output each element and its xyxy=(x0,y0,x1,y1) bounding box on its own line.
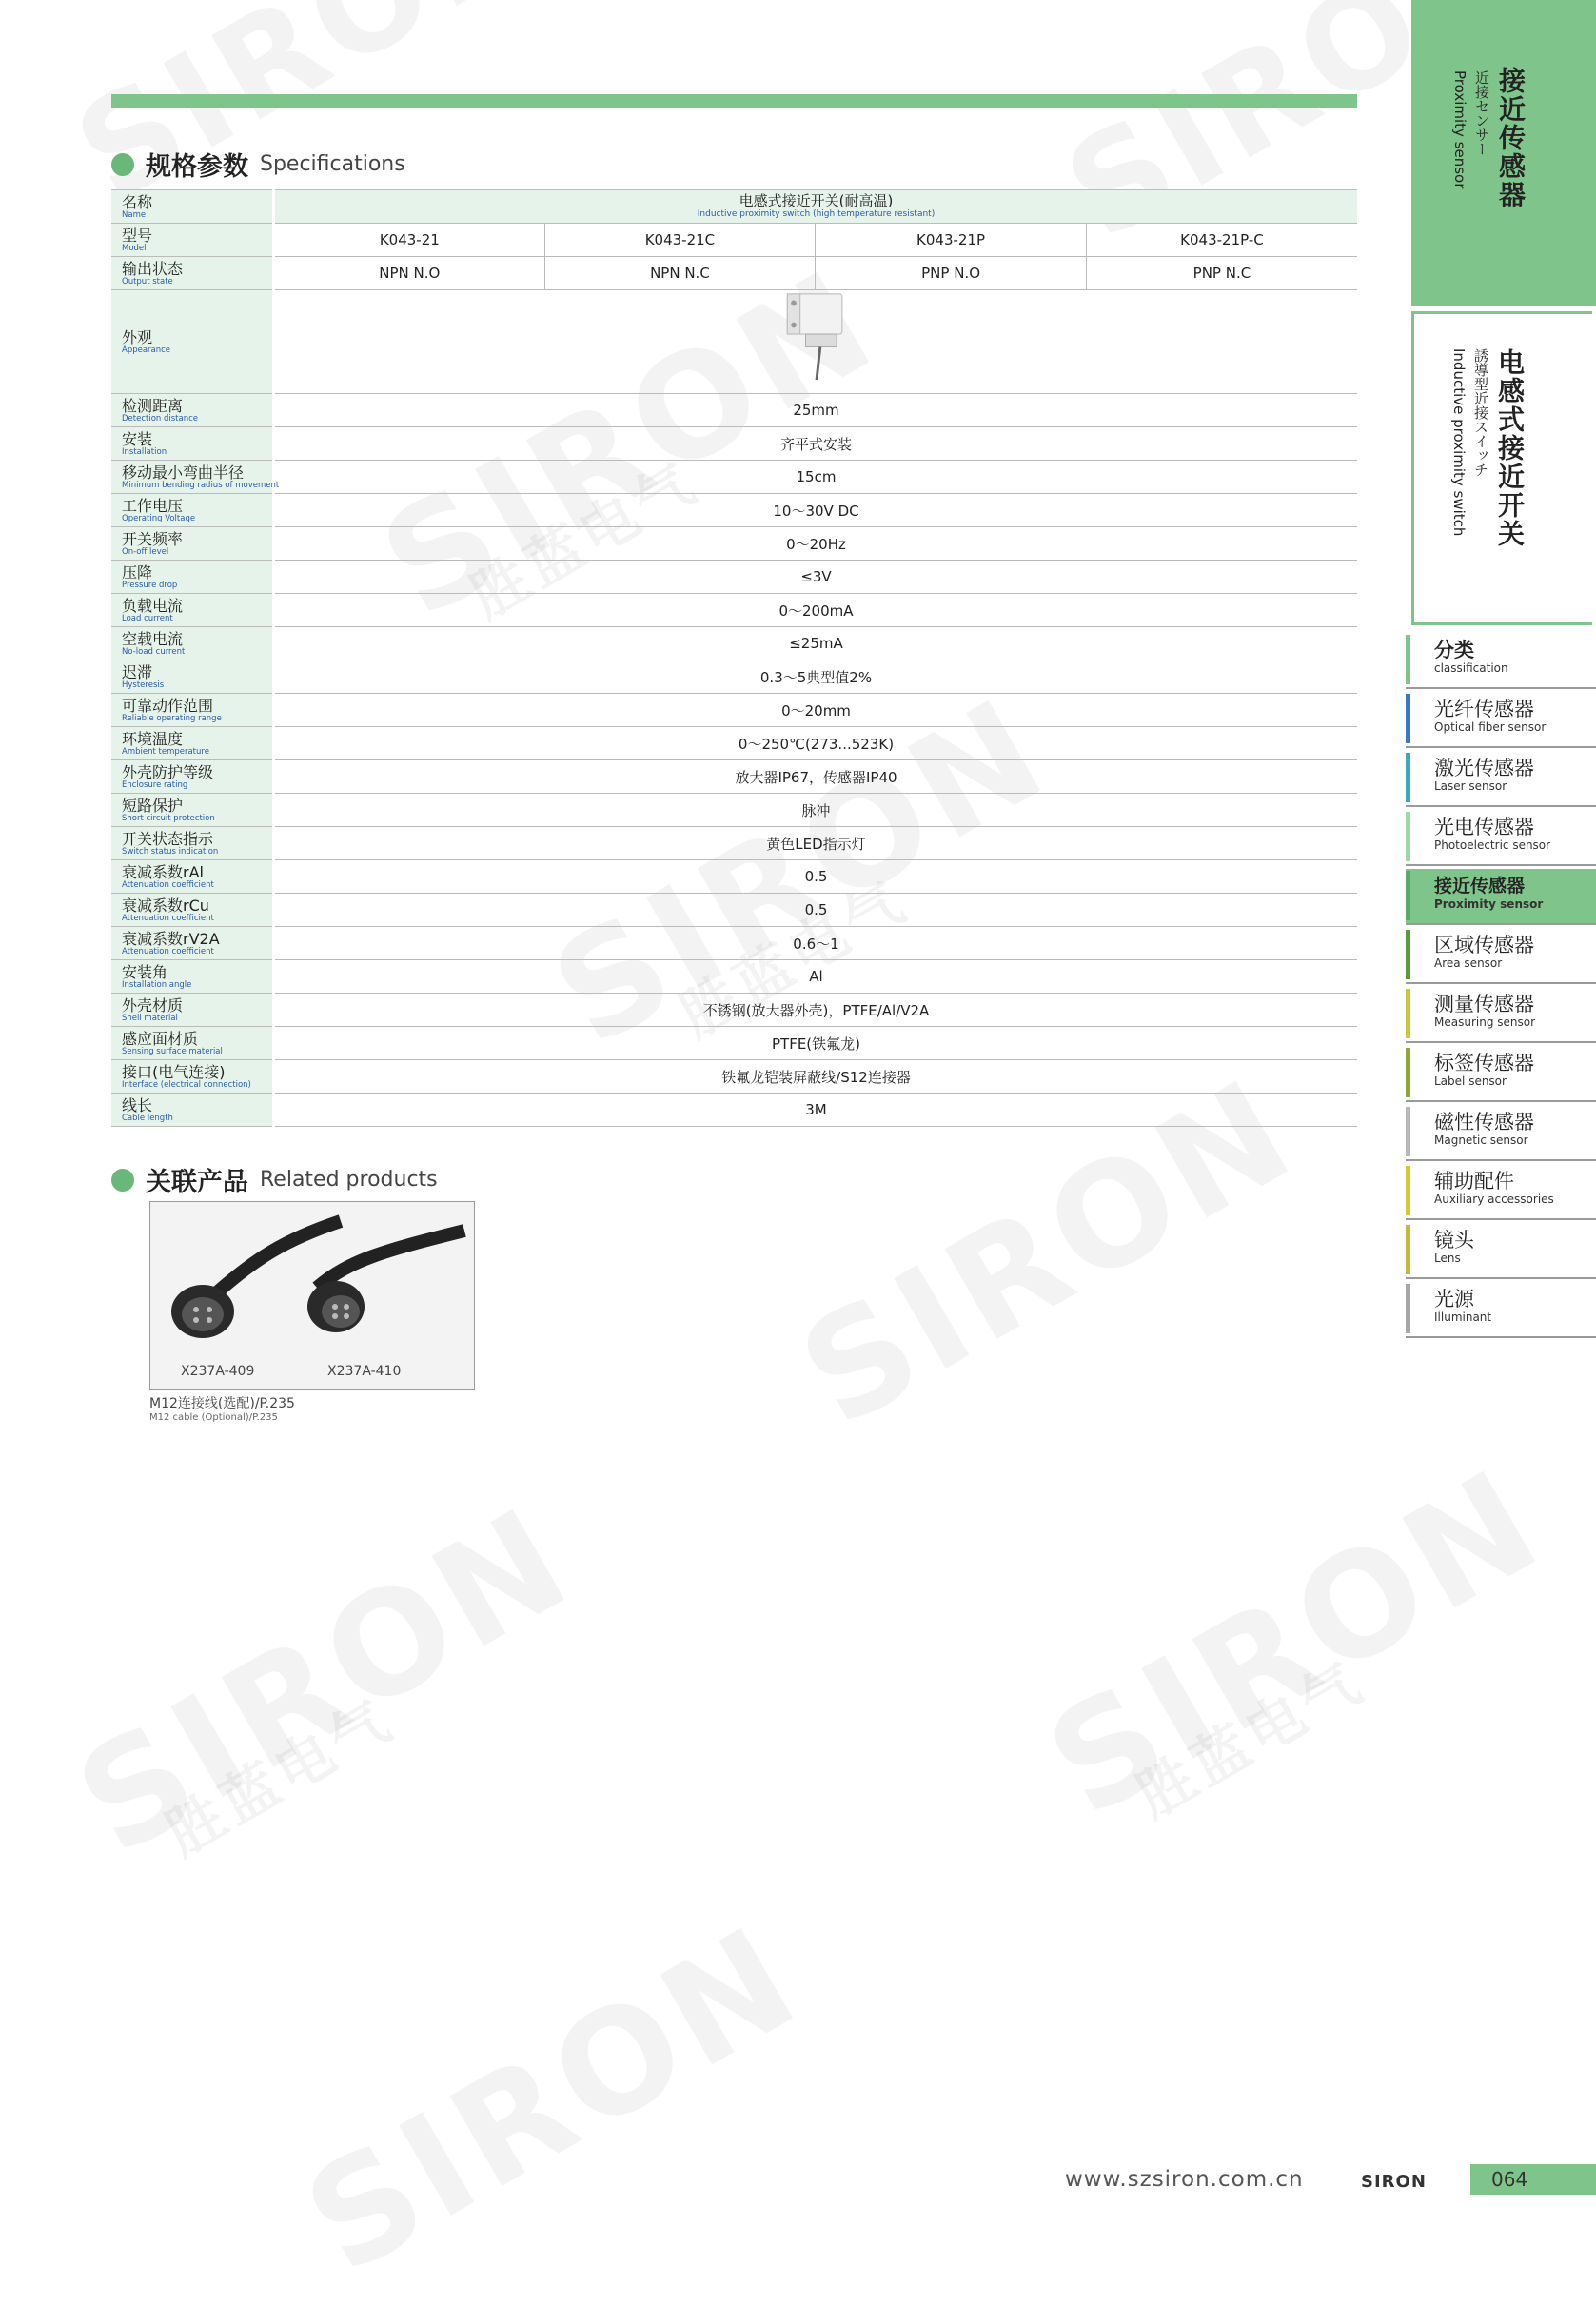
table-row xyxy=(111,224,1357,257)
nav-label-cn: 镜头 xyxy=(1434,1229,1474,1252)
table-row xyxy=(111,927,1357,960)
row-label xyxy=(111,290,274,394)
table-row xyxy=(111,290,1357,394)
nav-label-cn: 测量传感器 xyxy=(1434,993,1534,1015)
label-en: Installation xyxy=(122,446,167,457)
table-row xyxy=(111,827,1357,860)
row-label xyxy=(111,494,274,527)
nav-label-cn: 光源 xyxy=(1434,1288,1474,1311)
label-cn: 外壳防护等级 xyxy=(122,762,214,781)
nav-label-cn: 磁性传感器 xyxy=(1434,1111,1534,1133)
table-row xyxy=(111,394,1357,427)
value-cell: 铁氟龙铠装屏蔽线/S12连接器 xyxy=(274,1060,1358,1094)
row-label xyxy=(111,561,274,594)
row-label xyxy=(111,894,274,927)
table-row xyxy=(111,561,1357,594)
label-cn: 开关状态指示 xyxy=(122,829,214,848)
value-cell: 0.5 xyxy=(274,894,1358,927)
value-cell: ≤25mA xyxy=(274,627,1358,660)
nav-label-cn: 区域传感器 xyxy=(1434,934,1534,956)
nav-item-lens[interactable] xyxy=(1406,1223,1596,1279)
row-label xyxy=(111,994,274,1027)
row-label xyxy=(111,694,274,727)
nav-label-en: Lens xyxy=(1434,1252,1461,1265)
label-en: Minimum bending radius of movement xyxy=(122,480,280,490)
subcategory-title-en: Inductive proximity switch xyxy=(1450,348,1468,537)
label-en: No-load current xyxy=(122,646,186,657)
label-cn: 线长 xyxy=(122,1095,153,1114)
row-label xyxy=(111,960,274,994)
nav-label-cn: 激光传感器 xyxy=(1434,757,1534,779)
table-row xyxy=(111,1027,1357,1060)
nav-item-proximity[interactable] xyxy=(1406,869,1596,925)
nav-label-en: Photoelectric sensor xyxy=(1434,838,1551,852)
label-en: Installation angle xyxy=(122,979,192,990)
row-label xyxy=(111,594,274,627)
section-title-en: Specifications xyxy=(260,152,405,176)
nav-item-illuminant[interactable] xyxy=(1406,1282,1596,1338)
row-label xyxy=(111,627,274,660)
table-row xyxy=(111,660,1357,694)
section-title-cn: 关联产品 xyxy=(146,1168,248,1197)
subcategory-title-jp: 誘導型近接スイッチ xyxy=(1472,348,1489,477)
category-title-jp: 近接センサー xyxy=(1473,70,1490,156)
row-label xyxy=(111,860,274,894)
label-cn: 外壳材质 xyxy=(122,995,184,1015)
watermark xyxy=(280,1895,826,2306)
label-cn: 工作电压 xyxy=(122,496,184,515)
table-row xyxy=(111,960,1357,994)
nav-label-cn: 标签传感器 xyxy=(1434,1052,1534,1074)
table-row xyxy=(111,427,1357,461)
label-en: Sensing surface material xyxy=(122,1046,223,1056)
value-cell: 0.5 xyxy=(274,860,1358,894)
row-label xyxy=(111,660,274,694)
label-en: Output state xyxy=(122,276,173,286)
nav-label-cn: 辅助配件 xyxy=(1434,1170,1514,1192)
nav-item-optical-fiber[interactable] xyxy=(1406,692,1596,748)
nav-item-measuring[interactable] xyxy=(1406,987,1596,1043)
nav-item-area[interactable] xyxy=(1406,928,1596,984)
label-cn: 移动最小弯曲半径 xyxy=(122,463,245,482)
output-cell: NPN N.C xyxy=(544,257,816,290)
label-cn: 环境温度 xyxy=(122,729,184,748)
label-en: Load current xyxy=(122,613,173,623)
label-en: Switch status indication xyxy=(122,846,219,857)
category-title-cn: 接近传感器 xyxy=(1495,67,1527,209)
label-en: Attenuation coefficient xyxy=(122,879,214,890)
nav-item-classification[interactable] xyxy=(1406,633,1596,689)
category-title-en: Proximity sensor xyxy=(1451,70,1468,189)
nav-label-cn: 接近传感器 xyxy=(1434,876,1526,897)
table-row xyxy=(111,694,1357,727)
category-nav xyxy=(1406,633,1596,1341)
footer-logo: SIRON xyxy=(1361,2172,1427,2192)
nav-label-en: Optical fiber sensor xyxy=(1434,720,1547,734)
section-header-specs xyxy=(111,146,405,183)
section-header-related xyxy=(111,1161,438,1198)
label-en: Model xyxy=(122,243,147,253)
caption-cn: M12连接线(选配)/P.235 xyxy=(149,1396,295,1411)
label-cn: 检测距离 xyxy=(122,396,184,415)
value-cell: 放大器IP67，传感器IP40 xyxy=(274,760,1358,794)
value-cell: 3M xyxy=(274,1094,1358,1127)
value-cell: ≤3V xyxy=(274,561,1358,594)
value-cell: 0.3～5典型值2% xyxy=(274,660,1358,694)
watermark xyxy=(1022,1438,1568,1849)
value-cell: 脉冲 xyxy=(274,794,1358,827)
label-en: Attenuation coefficient xyxy=(122,946,214,956)
footer-url[interactable]: www.szsiron.com.cn xyxy=(1065,2167,1304,2192)
page-number: 064 xyxy=(1470,2164,1596,2195)
nav-item-laser[interactable] xyxy=(1406,751,1596,807)
row-label xyxy=(111,1060,274,1094)
label-cn: 外观 xyxy=(122,327,153,346)
spec-table xyxy=(111,189,1357,1127)
table-row xyxy=(111,727,1357,760)
value-cell: PTFE(铁氟龙) xyxy=(274,1027,1358,1060)
row-label xyxy=(111,827,274,860)
label-cn: 型号 xyxy=(122,226,153,245)
model-cell: K043-21P xyxy=(816,224,1087,257)
subcategory-title-cn: 电感式接近开关 xyxy=(1494,348,1526,548)
value-cell: 25mm xyxy=(274,394,1358,427)
row-label xyxy=(111,1094,274,1127)
sensor-image xyxy=(778,290,855,382)
category-tab xyxy=(1411,0,1596,306)
product-code: X237A-409 xyxy=(181,1364,255,1379)
label-en: Attenuation coefficient xyxy=(122,913,214,923)
row-label xyxy=(111,927,274,960)
label-en: Detection distance xyxy=(122,413,199,424)
label-cn: 安装 xyxy=(122,429,153,448)
table-row xyxy=(111,527,1357,561)
nav-label-en: Illuminant xyxy=(1434,1311,1492,1324)
nav-label-en: Area sensor xyxy=(1434,956,1503,970)
nav-item-label[interactable] xyxy=(1406,1046,1596,1102)
nav-label-en: classification xyxy=(1434,661,1508,675)
label-en: Enclosure rating xyxy=(122,779,188,790)
nav-label-en: Measuring sensor xyxy=(1434,1015,1536,1029)
table-row xyxy=(111,994,1357,1027)
row-label xyxy=(111,190,274,224)
nav-item-accessories[interactable] xyxy=(1406,1164,1596,1220)
row-label xyxy=(111,257,274,290)
product-code: X237A-410 xyxy=(327,1364,402,1379)
label-cn: 衰减系数rAl xyxy=(122,862,204,881)
label-en: Shell material xyxy=(122,1013,178,1023)
nav-item-magnetic[interactable] xyxy=(1406,1105,1596,1161)
table-row xyxy=(111,461,1357,494)
nav-label-en: Label sensor xyxy=(1434,1074,1507,1088)
watermark xyxy=(51,1476,598,1887)
row-label xyxy=(111,461,280,494)
nav-item-photoelectric[interactable] xyxy=(1406,810,1596,866)
label-cn: 输出状态 xyxy=(122,259,184,278)
value-cell: 0～20Hz xyxy=(274,527,1358,561)
row-label xyxy=(111,760,274,794)
table-row xyxy=(111,860,1357,894)
bullet-icon xyxy=(111,153,134,176)
table-row xyxy=(111,760,1357,794)
table-row xyxy=(111,894,1357,927)
label-cn: 安装角 xyxy=(122,962,168,981)
label-cn: 名称 xyxy=(122,192,153,211)
value-cell: 黄色LED指示灯 xyxy=(274,827,1358,860)
nav-label-en: Auxiliary accessories xyxy=(1434,1192,1554,1206)
appearance-cell xyxy=(274,290,1358,394)
table-row xyxy=(111,794,1357,827)
label-en: Cable length xyxy=(122,1113,173,1123)
label-cn: 衰减系数rV2A xyxy=(122,929,220,948)
label-en: Interface (electrical connection) xyxy=(122,1079,251,1090)
label-cn: 短路保护 xyxy=(122,796,184,815)
nav-label-en: Proximity sensor xyxy=(1434,897,1544,911)
output-cell: NPN N.O xyxy=(274,257,545,290)
label-cn: 迟滞 xyxy=(122,662,153,681)
section-title-en: Related products xyxy=(260,1168,438,1192)
row-label xyxy=(111,394,274,427)
label-cn: 压降 xyxy=(122,562,153,581)
table-row xyxy=(111,190,1357,224)
header-bar xyxy=(111,94,1357,108)
value-cell: 0～20mm xyxy=(274,694,1358,727)
cable-connector-image xyxy=(150,1202,474,1354)
table-row xyxy=(111,1094,1357,1127)
row-label xyxy=(111,224,274,257)
nav-label-cn: 光纤传感器 xyxy=(1434,698,1534,720)
label-cn: 感应面材质 xyxy=(122,1029,199,1048)
value-cell: 10～30V DC xyxy=(274,494,1358,527)
row-label xyxy=(111,427,274,461)
name-cn: 电感式接近开关(耐高温) xyxy=(739,192,894,209)
label-en: Operating Voltage xyxy=(122,513,196,523)
bullet-icon xyxy=(111,1169,134,1192)
label-en: Short circuit protection xyxy=(122,813,215,823)
label-en: On-off level xyxy=(122,546,169,557)
model-cell: K043-21 xyxy=(274,224,545,257)
value-cell: 不锈钢(放大器外壳)，PTFE/Al/V2A xyxy=(274,994,1358,1027)
label-cn: 负载电流 xyxy=(122,596,184,615)
table-row xyxy=(111,594,1357,627)
model-cell: K043-21P-C xyxy=(1086,224,1357,257)
related-caption xyxy=(149,1393,295,1423)
row-label xyxy=(111,794,274,827)
label-en: Hysteresis xyxy=(122,680,165,690)
value-cell: 15cm xyxy=(274,461,1358,494)
row-label xyxy=(111,527,274,561)
row-label xyxy=(111,1027,274,1060)
label-cn: 开关频率 xyxy=(122,529,184,548)
name-en: Inductive proximity switch (high temperature resistant) xyxy=(697,209,936,219)
output-cell: PNP N.O xyxy=(816,257,1087,290)
table-row xyxy=(111,257,1357,290)
value-cell: 0～200mA xyxy=(274,594,1358,627)
table-row xyxy=(111,627,1357,660)
label-en: Reliable operating range xyxy=(122,713,222,723)
value-cell: 0.6～1 xyxy=(274,927,1358,960)
nav-label-cn: 光电传感器 xyxy=(1434,816,1534,838)
caption-en: M12 cable (Optional)/P.235 xyxy=(149,1412,278,1423)
label-en: Pressure drop xyxy=(122,580,178,590)
label-cn: 空载电流 xyxy=(122,629,184,648)
label-en: Appearance xyxy=(122,345,171,355)
value-cell: 0～250℃(273...523K) xyxy=(274,727,1358,760)
label-cn: 接口(电气连接) xyxy=(122,1062,226,1081)
model-cell: K043-21C xyxy=(544,224,816,257)
value-cell: 齐平式安装 xyxy=(274,427,1358,461)
label-cn: 衰减系数rCu xyxy=(122,896,209,915)
output-cell: PNP N.C xyxy=(1086,257,1357,290)
nav-label-en: Laser sensor xyxy=(1434,779,1507,793)
subcategory-tab xyxy=(1411,311,1592,625)
label-cn: 可靠动作范围 xyxy=(122,696,214,715)
label-en: Name xyxy=(122,209,147,220)
nav-label-cn: 分类 xyxy=(1434,639,1474,661)
name-cell xyxy=(274,190,1358,224)
related-product-image[interactable] xyxy=(149,1201,475,1390)
nav-label-en: Magnetic sensor xyxy=(1434,1133,1528,1147)
row-label xyxy=(111,727,274,760)
section-title-cn: 规格参数 xyxy=(146,152,248,182)
label-en: Ambient temperature xyxy=(122,746,209,757)
table-row xyxy=(111,1060,1357,1094)
value-cell: Al xyxy=(274,960,1358,994)
table-row xyxy=(111,494,1357,527)
